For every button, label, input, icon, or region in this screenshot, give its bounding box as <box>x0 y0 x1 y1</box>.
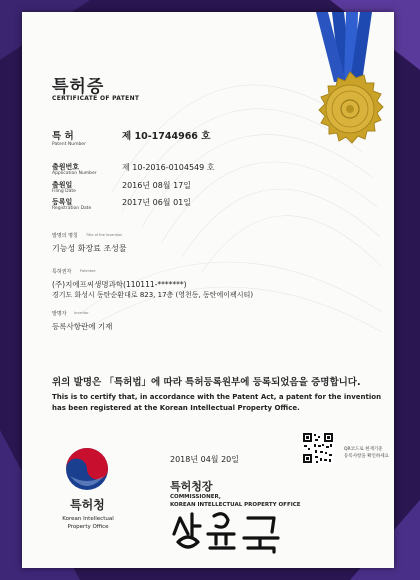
qr-note-line-1: QR코드로 현재기준 <box>344 447 383 452</box>
registration-date-sublabel: Registration Date <box>52 206 92 211</box>
kipo-name-english: Korean Intellectual Property Office <box>62 516 114 530</box>
commissioner-title-korean: 특허청장 <box>170 480 213 493</box>
patent-number-sublabel: Patent Number <box>52 142 86 147</box>
certification-statement-english: This is to certify that, in accordance with the Patent Act, a patent for the invention has been registered at the Korean Intellectual Property Office. <box>52 393 382 412</box>
patentee-address: 경기도 화성시 동탄순환대로 823, 17층 (영천동, 동탄에이팩시티) <box>52 291 254 299</box>
filing-date-value: 2016년 08월 17일 <box>122 181 191 190</box>
filing-date-label: 출원일 <box>52 181 73 189</box>
inventor-sublabel: Inventor <box>74 311 89 315</box>
invention-title-value: 기능성 화장료 조성물 <box>52 244 127 253</box>
patent-number-value: 제 10-1744966 호 <box>122 131 211 142</box>
commissioner-en-line-1: COMMISSIONER, <box>170 494 221 500</box>
commissioner-en-line-2: KOREAN INTELLECTUAL PROPERTY OFFICE <box>170 502 301 508</box>
qr-code-icon <box>302 432 334 464</box>
kipo-taegeuk-logo <box>64 446 110 492</box>
patentee-name: (주)지에프씨생명과학(110111-*******) <box>52 280 187 289</box>
commissioner-title-english <box>170 493 301 509</box>
inventor-value: 등록사항란에 기재 <box>52 322 113 331</box>
application-number-value: 제 10-2016-0104549 호 <box>122 163 215 172</box>
issue-date: 2018년 04월 20일 <box>170 455 239 464</box>
ribbon-and-seal <box>292 12 392 162</box>
patent-number-label: 특 허 <box>52 131 74 142</box>
filing-date-sublabel: Filing Date <box>52 189 76 194</box>
certificate-title-english: CERTIFICATE OF PATENT <box>52 95 140 102</box>
registration-date-label: 등록일 <box>52 198 73 206</box>
application-number-sublabel: Application Number <box>52 171 97 176</box>
invention-title-sublabel: Title of the Invention <box>86 233 123 237</box>
patentee-sublabel: Patentee <box>80 269 96 273</box>
kipo-name-korean: 특허청 <box>70 498 105 512</box>
certificate-title: 특허증 <box>52 77 105 97</box>
registration-date-value: 2017년 06월 01일 <box>122 198 191 207</box>
patentee-label: 특허권자 <box>52 269 72 275</box>
qr-note <box>344 446 389 460</box>
certificate-paper <box>22 12 394 568</box>
commissioner-signature <box>170 508 290 556</box>
invention-title-label: 발명의 명칭 <box>52 233 78 239</box>
application-number-label: 출원번호 <box>52 163 80 171</box>
qr-note-line-2: 등록사항을 확인하세요 <box>344 454 389 459</box>
inventor-label: 발명자 <box>52 311 67 317</box>
certification-statement-korean: 위의 발명은 「특허법」에 따라 특허등록원부에 등록되었음을 증명합니다. <box>52 377 361 388</box>
